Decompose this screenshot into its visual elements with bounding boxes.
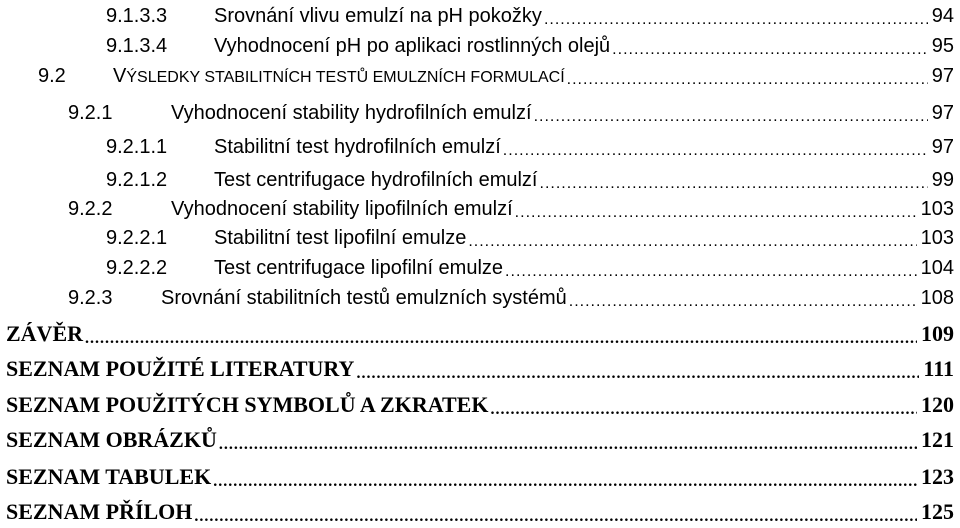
toc-entry-number: 9.2: [38, 64, 66, 87]
toc-entry-title: SEZNAM TABULEK: [6, 464, 212, 489]
dot-leader: [219, 427, 917, 453]
toc-entry-page: 120: [921, 392, 954, 417]
toc-entry-page: 97: [931, 135, 954, 158]
dot-leader: [213, 464, 917, 490]
toc-entry-number: 9.2.1: [68, 101, 113, 124]
dot-leader: [468, 227, 916, 250]
toc-entry-number: 9.2.2.2: [106, 256, 168, 279]
toc-entry-title: ZÁVĚR: [6, 321, 84, 346]
toc-entry-title: Stabilitní test lipofilní emulze: [214, 226, 467, 249]
toc-entry-page: 123: [921, 464, 954, 489]
toc-entry-number: 9.2.1.2: [106, 168, 168, 191]
toc-entry-number: 9.1.3.4: [106, 34, 168, 57]
toc-entry-page: 104: [920, 256, 954, 279]
toc-entry-title: Test centrifugace hydrofilních emulzí: [214, 168, 538, 191]
toc-entry-page: 95: [931, 34, 954, 57]
dot-leader: [194, 499, 917, 525]
toc-entry-number: 9.2.2: [68, 197, 113, 220]
toc-entry[interactable]: [106, 222, 954, 254]
toc-entry-title: SEZNAM POUŽITÝCH SYMBOLŮ A ZKRATEK: [6, 392, 489, 417]
toc-entry-number: 9.2.1.1: [106, 135, 168, 158]
toc-entry-title: Vyhodnocení stability lipofilních emulzí: [171, 197, 513, 220]
dot-leader: [612, 35, 928, 58]
toc-entry-page: 99: [931, 168, 954, 191]
toc-entry-page: 103: [920, 197, 954, 220]
toc-entry[interactable]: [106, 0, 954, 32]
toc-entry-title: Stabilitní test hydrofilních emulzí: [214, 135, 501, 158]
toc-entry[interactable]: [38, 60, 954, 92]
dot-leader: [567, 65, 928, 88]
toc-entry[interactable]: [6, 353, 954, 385]
toc-entry-page: 103: [920, 226, 954, 249]
toc-entry[interactable]: [68, 193, 954, 225]
toc-entry[interactable]: [68, 282, 954, 314]
toc-entry-page: 97: [931, 101, 954, 124]
toc-entry-title: Test centrifugace lipofilní emulze: [214, 256, 504, 279]
toc-entry-title: Srovnání vlivu emulzí na pH pokožky: [214, 4, 542, 27]
toc-entry-page: 125: [921, 499, 954, 524]
dot-leader: [515, 198, 917, 221]
dot-leader: [505, 257, 917, 280]
dot-leader: [503, 136, 928, 159]
toc-entry-page: 108: [920, 286, 954, 309]
toc-entry[interactable]: [106, 30, 954, 62]
toc-entry[interactable]: [6, 461, 954, 493]
toc-entry-page: 121: [921, 427, 954, 452]
toc-entry[interactable]: [68, 97, 954, 129]
toc-entry[interactable]: [6, 496, 954, 528]
toc-entry[interactable]: [6, 389, 954, 421]
dot-leader: [569, 287, 917, 310]
dot-leader: [544, 5, 928, 28]
toc-entry-page: 94: [931, 4, 954, 27]
toc-entry-number: 9.2.2.1: [106, 226, 168, 249]
toc-entry-title: SEZNAM OBRÁZKŮ: [6, 427, 217, 452]
toc-entry[interactable]: [106, 164, 954, 196]
toc-entry-title: Srovnání stabilitních testů emulzních systémů: [161, 286, 567, 309]
toc-entry-number: 9.2.3: [68, 286, 113, 309]
toc-entry-title: Vyhodnocení pH po aplikaci rostlinných olejů: [214, 34, 611, 57]
toc-entry[interactable]: [106, 131, 954, 163]
toc-entry-title: Vyhodnocení stability hydrofilních emulzí: [171, 101, 532, 124]
dot-leader: [85, 321, 917, 347]
dot-leader: [534, 102, 928, 125]
dot-leader: [490, 392, 917, 418]
toc-entry-title: SEZNAM POUŽITÉ LITERATURY: [6, 356, 355, 381]
dot-leader: [356, 356, 919, 382]
toc-entry-title: VÝSLEDKY STABILITNÍCH TESTŮ EMULZNÍCH FORMULACÍ: [113, 64, 565, 87]
toc-entry-page: 97: [931, 64, 954, 87]
toc-entry-page: 111: [923, 356, 954, 381]
toc-entry-number: 9.1.3.3: [106, 4, 168, 27]
dot-leader: [540, 169, 928, 192]
toc-entry-title: SEZNAM PŘÍLOH: [6, 499, 193, 524]
toc-entry[interactable]: [6, 318, 954, 350]
toc-entry-page: 109: [921, 321, 954, 346]
toc-entry[interactable]: [106, 252, 954, 284]
toc-entry[interactable]: [6, 424, 954, 456]
